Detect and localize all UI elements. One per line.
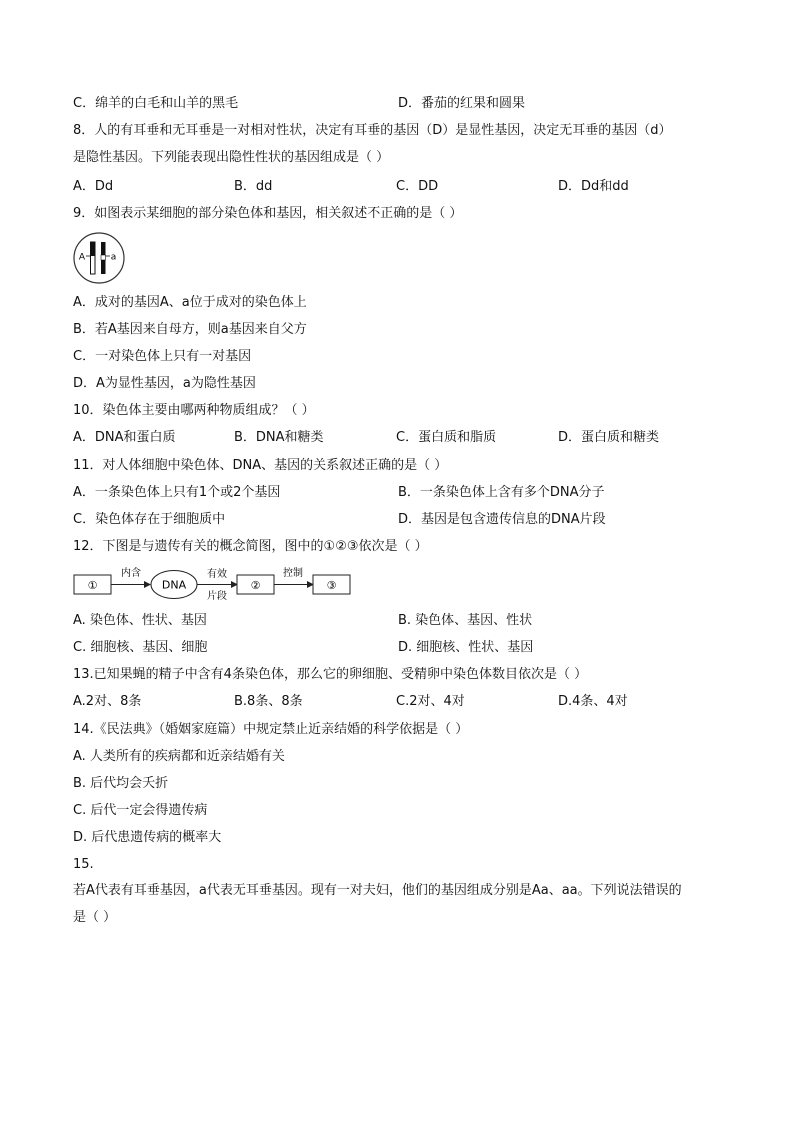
arrow-2-label-top: 有效 xyxy=(207,569,227,580)
q9-chromosome-figure xyxy=(72,231,126,285)
q15-stem-line2: 是（ ） xyxy=(73,910,117,925)
q8-option-d: D．Dd和dd xyxy=(558,179,629,194)
concept-box-3-label: ③ xyxy=(326,579,337,592)
q8-options xyxy=(73,180,733,196)
q14-stem: 14.《民法典》（婚姻家庭篇）中规定禁止近亲结婚的科学依据是（ ） xyxy=(73,722,469,737)
q11-option-c: C．染色体存在于细胞质中 xyxy=(73,512,226,527)
chromosome-right-band xyxy=(101,255,106,260)
q8-option-b: B．dd xyxy=(234,179,273,194)
q14-option-c: C. 后代一定会得遗传病 xyxy=(73,803,208,818)
q7-option-c: C．绵羊的白毛和山羊的黑毛 xyxy=(73,96,239,111)
gene-label-right: a xyxy=(110,252,117,263)
q8-option-c: C．DD xyxy=(396,179,439,194)
q10-option-d: D．蛋白质和糖类 xyxy=(558,430,660,445)
arrow-2-label-bottom: 片段 xyxy=(207,591,227,602)
q9-option-b: B．若A基因来自母方，则a基因来自父方 xyxy=(73,322,307,337)
q12-option-c: C. 细胞核、基因、细胞 xyxy=(73,640,208,655)
q13-stem: 13.已知果蝇的精子中含有4条染色体，那么它的卵细胞、受精卵中染色体数目依次是（ ） xyxy=(73,667,588,682)
q12-stem: 12．下图是与遗传有关的概念简图，图中的①②③依次是（ ） xyxy=(73,539,428,554)
q11-option-d: D．基因是包含遗传信息的DNA片段 xyxy=(398,512,606,527)
arrow-3-label: 控制 xyxy=(283,568,303,579)
q10-stem: 10．染色体主要由哪两种物质组成？（ ） xyxy=(73,403,315,418)
q9-option-d: D．A为显性基因，a为隐性基因 xyxy=(73,376,256,391)
q10-option-c: C．蛋白质和脂质 xyxy=(396,430,497,445)
q9-option-c: C．一对染色体上只有一对基因 xyxy=(73,349,252,364)
dna-ellipse-label: DNA xyxy=(161,578,187,592)
q10-option-b: B．DNA和糖类 xyxy=(234,430,324,445)
q10-option-a: A．DNA和蛋白质 xyxy=(73,430,176,445)
q11-option-b: B．一条染色体上含有多个DNA分子 xyxy=(398,485,605,500)
gene-label-left: A xyxy=(78,252,86,263)
q14-option-b: B. 后代均会夭折 xyxy=(73,776,169,791)
q12-option-b: B. 染色体、基因、性状 xyxy=(398,613,533,628)
q14-option-d: D. 后代患遗传病的概率大 xyxy=(73,830,222,845)
q14-option-a: A. 人类所有的疾病都和近亲结婚有关 xyxy=(73,749,285,764)
q12-option-d: D. 细胞核、性状、基因 xyxy=(398,640,534,655)
q12-option-a: A. 染色体、性状、基因 xyxy=(73,613,207,628)
q13-option-d: D.4条、4对 xyxy=(558,694,628,709)
q11-stem: 11．对人体细胞中染色体、DNA、基因的关系叙述正确的是（ ） xyxy=(73,458,448,473)
concept-box-1-label: ① xyxy=(87,579,98,592)
q13-option-c: C.2对、4对 xyxy=(396,694,465,709)
q15-number: 15. xyxy=(73,857,94,872)
q13-option-a: A.2对、8条 xyxy=(73,694,142,709)
q15-stem-line1: 若A代表有耳垂基因，a代表无耳垂基因。现有一对夫妇，他们的基因组成分别是Aa、aa。下列说法错误的 xyxy=(73,883,682,898)
chromosome-left-band xyxy=(91,242,96,256)
q7-option-d: D．番茄的红果和圆果 xyxy=(398,96,526,111)
q11-option-a: A．一条染色体上只有1个或2个基因 xyxy=(73,485,281,500)
q13-options xyxy=(73,695,733,711)
q8-stem-line2: 是隐性基因。下列能表现出隐性性状的基因组成是（ ） xyxy=(73,150,390,165)
arrow-1-label: 内含 xyxy=(121,568,141,579)
concept-box-2-label: ② xyxy=(250,579,261,592)
q10-options xyxy=(73,431,733,447)
q8-stem-line1: 8．人的有耳垂和无耳垂是一对相对性状，决定有耳垂的基因（D）是显性基因，决定无耳垂的基因（d） xyxy=(73,123,672,138)
q9-stem: 9．如图表示某细胞的部分染色体和基因，相关叙述不正确的是（ ） xyxy=(73,206,463,221)
q8-option-a: A．Dd xyxy=(73,179,114,194)
q9-option-a: A．成对的基因A、a位于成对的染色体上 xyxy=(73,295,307,310)
q12-concept-diagram xyxy=(73,564,355,604)
q13-option-b: B.8条、8条 xyxy=(234,694,303,709)
